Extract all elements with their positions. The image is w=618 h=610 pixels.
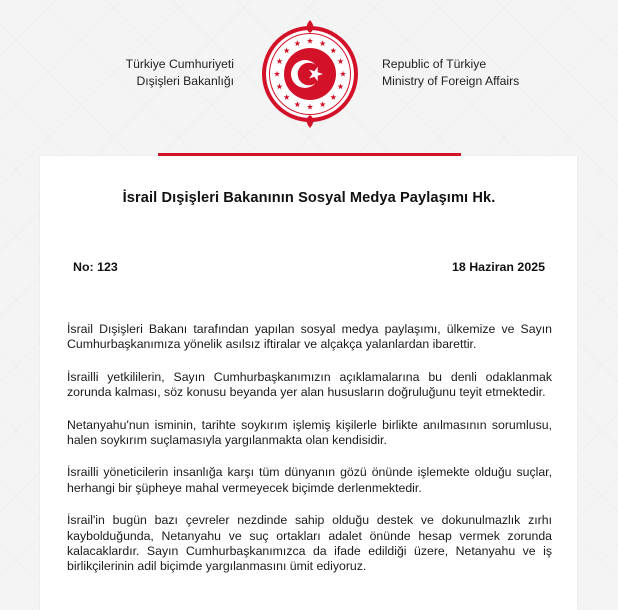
ministry-name-english-line-1: Republic of Türkiye (382, 57, 487, 71)
body-paragraph: Netanyahu'nun isminin, tarihte soykırım işlemiş kişilerle birlikte anılmasının sorumlusu, halen soykırım suçlamasıyla yargılanmakta olan kendisidir. (67, 417, 552, 448)
press-release-title: İsrail Dışişleri Bakanının Sosyal Medya Paylaşımı Hk. (122, 190, 496, 206)
ministry-name-turkish (126, 56, 234, 90)
body-paragraph: İsrailli yetkililerin, Sayın Cumhurbaşkanımızın açıklamalarına bu denli odaklanmak zorunda kalması, söz konusu beyanda yer alan hususların doğruluğunu teyit etmektedir. (67, 369, 552, 400)
ministry-name-english (382, 56, 519, 90)
press-release-body (67, 322, 552, 592)
body-paragraph: İsrail'in bugün bazı çevreler nezdinde sahip olduğu destek ve dokunulmazlık zırhı kaybolduğunda, Netanyahu ve suç ortakları adalet önünde hesap vermek zorunda kalacaklardır. Sayın Cumhurbaşkanımızca da ifade edildiği üzere, Netanyahu ve iş birlikçilerinin adil biçimde yargılanmasını ümit ediyoruz. (67, 513, 552, 574)
press-release-date: 18 Haziran 2025 (452, 260, 545, 274)
press-release-number: No: 123 (73, 260, 118, 274)
ministry-name-english-line-2: Ministry of Foreign Affairs (382, 74, 520, 88)
ministry-name-turkish-line-2: Dışişleri Bakanlığı (136, 74, 234, 88)
header-divider (158, 153, 461, 156)
body-paragraph: İsrail Dışişleri Bakanı tarafından yapılan sosyal medya paylaşımı, ülkemize ve Sayın Cumhurbaşkanımıza yönelik asılsız iftiralar ve alçakça yalanlardan ibarettir. (67, 322, 552, 352)
letterhead (0, 0, 618, 150)
crescent-and-star-seal-icon (258, 14, 362, 134)
ministry-name-turkish-line-1: Türkiye Cumhuriyeti (125, 57, 234, 71)
body-paragraph: İsrailli yöneticilerin insanlığa karşı tüm dünyanın gözü önünde işlemekte olduğu suçlar, herhangi bir şüpheye mahal vermeyecek biçimde derlenmektedir. (67, 465, 552, 495)
